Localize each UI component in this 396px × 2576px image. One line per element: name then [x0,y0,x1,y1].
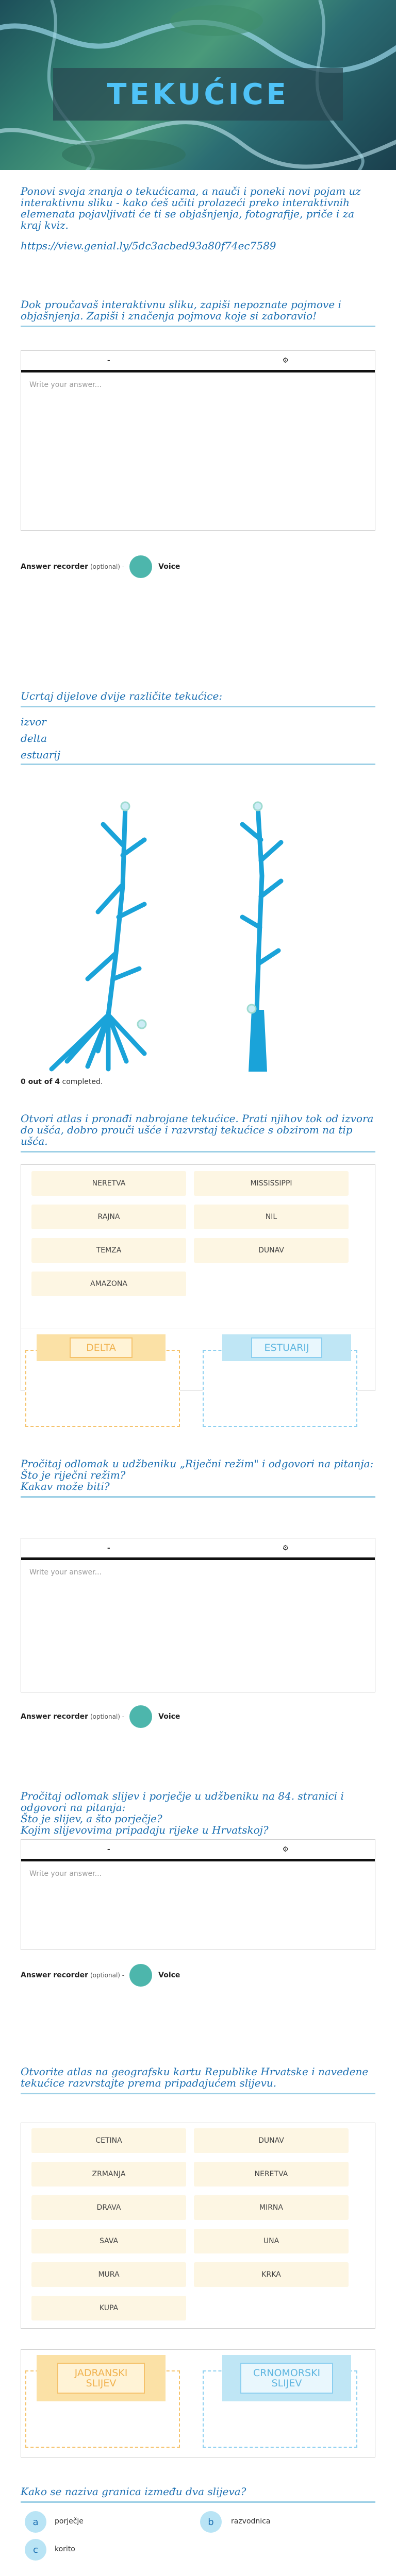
river-chip[interactable]: DUNAV [194,1238,349,1263]
editor-toolbar [21,1840,375,1861]
term-list [21,716,375,765]
task3-chip-panel [21,1164,375,1329]
page-title: TEKUĆICE [107,77,289,111]
progress-status [21,1078,375,1086]
river-chip[interactable]: DRAVA [31,2195,186,2220]
record-button[interactable] [129,555,152,578]
task4-recorder [21,1705,375,1728]
mc-option-c[interactable] [21,2537,186,2561]
drop-point[interactable] [248,1005,256,1013]
mc-options [21,2509,375,2566]
task2-section [21,690,375,707]
river-chip[interactable]: NERETVA [194,2162,349,2187]
recorder-label: Answer recorder [21,1971,88,1979]
divider [21,326,375,327]
river-drawing-area[interactable] [21,783,375,1072]
delta-drop-zone[interactable] [25,1350,180,1427]
editor-toolbar [21,351,375,372]
recorder-optional: (optional) - [90,563,125,570]
drop-point[interactable] [254,802,262,810]
task6-section [21,2066,375,2094]
delta-label: DELTA [70,1337,133,1358]
crnomorski-label: CRNOMORSKI SLIJEV [240,2363,333,2394]
task4-instruction: Pročitaj odlomak u udžbeniku „Riječni režim" i odgovori na pitanja: Što je riječni režim? Kakav može biti? [21,1458,374,1493]
river-chip[interactable]: SAVA [31,2229,186,2253]
term-item[interactable]: estuarij [21,749,375,765]
task7-section [21,2486,375,2503]
record-button[interactable] [129,1705,152,1728]
task3-instruction: Otvori atlas i pronađi nabrojane tekućice. Prati njihov tok od izvora do ušća, dobro prouči ušće i razvrstaj tekućice s obzirom na tip ušća. [21,1112,374,1147]
task1-instruction: Dok proučavaš interaktivnu sliku, zapiši nepoznate pojmove i objašnjenja. Zapiši i značenja pojmova koje si zaboravio! [21,298,341,322]
task1-section [21,299,375,327]
estuarij-label-ribbon [222,1334,351,1361]
option-letter: b [200,2511,222,2533]
river-chip[interactable]: NIL [194,1205,349,1229]
task3-bin-area [21,1329,375,1391]
task5-section [21,1790,375,1841]
recorder-optional: (optional) - [90,1713,125,1720]
river-chip[interactable]: DUNAV [194,2128,349,2153]
toolbar-minus-button[interactable]: - [107,1544,110,1552]
recorder-voice-label: Voice [158,1971,180,1979]
task6-bin-area [21,2349,375,2458]
recorder-voice-label: Voice [158,563,180,571]
option-text: razvodnica [231,2517,271,2526]
gear-icon[interactable]: ⚙ [282,1845,289,1854]
term-item[interactable]: delta [21,732,47,744]
intro-text: Ponovi svoja znanja o tekućicama, a nauči i poneki novi pojam uz interaktivnu sliku - kako ćeš učiti prolazeći preko interaktivnih elemenata pojavljivati će ti se objašnjenja, fotografije, priče i za kraj kviz. [21,185,361,231]
task5-answer-panel [21,1839,375,1950]
answer-textarea[interactable]: Write your answer... [29,1870,102,1878]
option-text: korito [55,2545,75,2553]
task6-instruction: Otvorite atlas na geografsku kartu Republike Hrvatske i navedene tekućice razvrstajte prema pripadajućem slijevu. [21,2065,369,2089]
jadranski-label-ribbon [37,2355,166,2401]
recorder-label: Answer recorder [21,1713,88,1721]
answer-textarea[interactable]: Write your answer... [29,1568,102,1577]
task1-recorder [21,555,375,578]
option-text: porječje [55,2517,84,2526]
intro-section [21,185,375,251]
editor-toolbar [21,1538,375,1560]
hero-banner [0,0,396,170]
drop-point[interactable] [121,802,129,810]
recorder-voice-label: Voice [158,1713,180,1721]
river-chip[interactable]: ZRMANJA [31,2162,186,2187]
task5-instruction: Pročitaj odlomak slijev i porječje u udžbeniku na 84. stranici i odgovori na pitanja: Što je slijev, a što porječje? Kojim slijevovima pripadaju rijeke u Hrvatskoj? [21,1790,344,1836]
task2-instruction: Ucrtaj dijelove dvije različite tekućice: [21,690,223,702]
mc-option-b[interactable] [200,2509,365,2533]
progress-count: 0 out of 4 [21,1078,60,1086]
river-chip[interactable]: KRKA [194,2262,349,2287]
river-chip[interactable]: AMAZONA [31,1272,186,1296]
record-button[interactable] [129,1964,152,1987]
river-diagram [21,783,375,1072]
jadranski-label: JADRANSKI SLIJEV [57,2363,145,2394]
river-chip[interactable]: UNA [194,2229,349,2253]
river-chip[interactable]: CETINA [31,2128,186,2153]
estuarij-drop-zone[interactable] [203,1350,357,1427]
task5-recorder [21,1964,375,1987]
river-chip[interactable]: MURA [31,2262,186,2287]
genially-link[interactable]: https://view.genial.ly/5dc3acbed93a80f74ec7589 [21,240,276,252]
task6-chip-panel [21,2123,375,2329]
delta-label-ribbon [37,1334,166,1361]
mc-option-a[interactable] [21,2509,186,2533]
task7-instruction: Kako se naziva granica između dva slijeva? [21,2485,246,2498]
answer-textarea[interactable]: Write your answer... [29,381,102,389]
divider [21,2093,375,2094]
river-chip[interactable]: KUPA [31,2296,186,2320]
hero-title-box [53,68,343,121]
gear-icon[interactable]: ⚙ [282,1544,289,1552]
toolbar-minus-button[interactable]: - [107,356,110,365]
task3-section [21,1113,375,1153]
toolbar-minus-button[interactable]: - [107,1845,110,1854]
divider [21,706,375,707]
recorder-optional: (optional) - [90,1972,125,1979]
river-chip[interactable]: MISSISSIPPI [194,1171,349,1196]
progress-suffix: completed. [62,1078,103,1086]
drop-point[interactable] [138,1020,146,1028]
river-chip[interactable]: NERETVA [31,1171,186,1196]
gear-icon[interactable]: ⚙ [282,356,289,365]
divider [21,1151,375,1153]
recorder-label: Answer recorder [21,563,88,571]
task4-answer-panel [21,1538,375,1692]
river-chip[interactable]: MIRNA [194,2195,349,2220]
divider [21,2501,375,2503]
river-chip[interactable]: RAJNA [31,1205,186,1229]
task1-answer-panel [21,350,375,531]
divider [21,1496,375,1498]
task4-section [21,1458,375,1498]
river-chip[interactable]: TEMZA [31,1238,186,1263]
estuarij-label: ESTUARIJ [251,1337,323,1358]
term-item[interactable]: izvor [21,716,46,728]
option-letter: c [25,2539,46,2561]
option-letter: a [25,2511,46,2533]
crnomorski-label-ribbon [222,2355,351,2401]
